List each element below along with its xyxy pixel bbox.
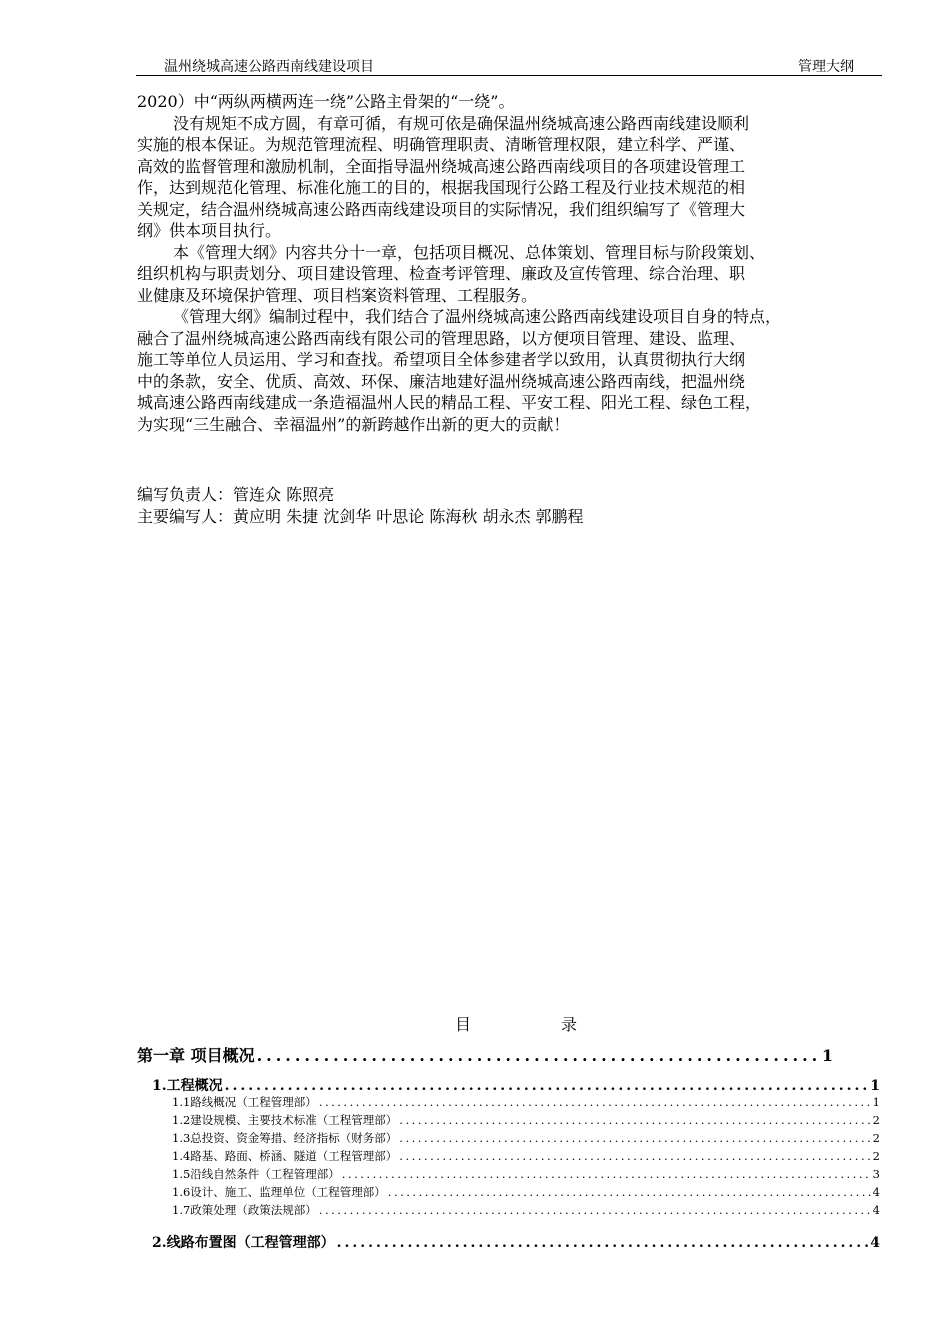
credits <box>137 484 584 528</box>
toc-entry-text: 1.2建设规模、主要技术标准（工程管理部） <box>172 1113 398 1127</box>
body-line: 没有规矩不成方圆，有章可循，有规可依是确保温州绕城高速公路西南线建设顺利 <box>173 113 750 133</box>
toc-entry-text: 1.5沿线自然条件（工程管理部） <box>172 1167 340 1181</box>
toc-leader-dots <box>319 1095 871 1109</box>
credits-writers-label: 主要编写人： <box>137 507 234 526</box>
body-line: 施工等单位人员运用、学习和查找。希望项目全体参建者学以致用，认真贯彻执行大纲 <box>137 350 746 369</box>
body-line: 城高速公路西南线建成一条造福温州人民的精品工程、平安工程、阳光工程、绿色工程， <box>137 393 762 412</box>
toc-page-number: 4 <box>872 1203 880 1217</box>
body-line: 关规定，结合温州绕城高速公路西南线建设项目的实际情况，我们组织编写了《管理大 <box>137 199 746 219</box>
toc-page-number: 1 <box>872 1095 880 1109</box>
toc-title <box>455 1012 577 1035</box>
toc-page-number: 2 <box>872 1149 880 1163</box>
toc-entry-chapter-1[interactable] <box>137 1043 833 1066</box>
toc-page-number: 1 <box>870 1078 880 1094</box>
body-line: 实施的根本保证。为规范管理流程、明确管理职责、清晰管理权限，建立科学、严谨、 <box>137 135 746 154</box>
body-text <box>137 91 897 435</box>
toc-entry-subsection[interactable] <box>172 1094 880 1110</box>
body-line: 高效的监督管理和激励机制，全面指导温州绕城高速公路西南线项目的各项建设管理工 <box>137 156 746 176</box>
toc-entry-section-1[interactable] <box>152 1075 880 1095</box>
toc-leader-dots <box>319 1203 871 1217</box>
body-line: 《管理大纲》编制过程中，我们结合了温州绕城高速公路西南线建设项目自身的特点， <box>173 307 782 326</box>
body-line: 为实现“三生融合、幸福温州”的新跨越作出新的更大的贡献！ <box>137 414 570 434</box>
body-line: 本《管理大纲》内容共分十一章，包括项目概况、总体策划、管理目标与阶段策划、 <box>173 242 766 262</box>
toc-leader-dots <box>257 1046 820 1065</box>
credits-writers-row <box>137 506 584 528</box>
toc-leader-dots <box>225 1078 869 1094</box>
toc-entry-subsection[interactable] <box>172 1202 880 1218</box>
toc-entry-text: 1.7政策处理（政策法规部） <box>172 1203 317 1217</box>
toc-entry-text: 1.4路基、路面、桥涵、隧道（工程管理部） <box>172 1149 398 1163</box>
body-line: 中的条款，安全、优质、高效、环保、廉洁地建好温州绕城高速公路西南线，把温州绕 <box>137 371 746 391</box>
toc-entry-text: 2.线路布置图（工程管理部） <box>152 1235 335 1251</box>
credits-lead-names: 管连众 陈照亮 <box>233 485 335 504</box>
credits-lead-label: 编写负责人： <box>137 485 234 504</box>
toc-entry-subsection[interactable] <box>172 1130 880 1146</box>
toc-page-number: 3 <box>872 1167 880 1181</box>
credits-lead-row <box>137 484 584 506</box>
toc-page-number: 2 <box>872 1113 880 1127</box>
toc-page-number: 1 <box>821 1046 833 1065</box>
toc-page-number: 4 <box>870 1235 880 1251</box>
toc-entry-text: 1.工程概况 <box>152 1078 223 1094</box>
toc-entry-subsection[interactable] <box>172 1184 880 1200</box>
page-header <box>136 56 882 76</box>
body-line: 组织机构与职责划分、项目建设管理、检查考评管理、廉政及宣传管理、综合治理、职 <box>137 264 746 283</box>
body-line: 融合了温州绕城高速公路西南线有限公司的管理思路，以方便项目管理、建设、监理、 <box>137 328 746 348</box>
toc-leader-dots <box>342 1167 871 1181</box>
toc-leader-dots <box>399 1131 870 1145</box>
body-line: 作，达到规范化管理、标准化施工的目的，根据我国现行公路工程及行业技术规范的相 <box>137 178 746 197</box>
toc-entry-subsection[interactable] <box>172 1148 880 1164</box>
toc-entry-text: 第一章 项目概况 <box>137 1046 255 1065</box>
toc-page-number: 2 <box>872 1131 880 1145</box>
toc-entry-section-2[interactable] <box>152 1232 880 1252</box>
header-project-title: 温州绕城高速公路西南线建设项目 <box>164 59 374 75</box>
toc-entry-subsection[interactable] <box>172 1166 880 1182</box>
toc-page-number: 4 <box>872 1185 880 1199</box>
toc-leader-dots <box>399 1113 870 1127</box>
header-document-name: 管理大纲 <box>798 59 854 75</box>
body-line: 业健康及环境保护管理、项目档案资料管理、工程服务。 <box>137 285 538 305</box>
toc-leader-dots <box>337 1235 869 1251</box>
toc-entry-text: 1.1路线概况（工程管理部） <box>172 1095 317 1109</box>
toc-entry-text: 1.3总投资、资金筹措、经济指标（财务部） <box>172 1131 398 1145</box>
toc-entry-text: 1.6设计、施工、监理单位（工程管理部） <box>172 1185 386 1199</box>
toc-leader-dots <box>388 1185 871 1199</box>
credits-writers-names: 黄应明 朱捷 沈剑华 叶思论 陈海秋 胡永杰 郭鹏程 <box>233 507 584 526</box>
body-line: 纲》供本项目执行。 <box>137 221 282 240</box>
toc-leader-dots <box>399 1149 870 1163</box>
toc-title-char: 录 <box>561 1015 578 1034</box>
toc-entry-subsection[interactable] <box>172 1112 880 1128</box>
body-line: 2020）中“两纵两横两连一绕”公路主骨架的“一绕”。 <box>137 92 515 111</box>
toc-title-char: 目 <box>455 1015 472 1034</box>
